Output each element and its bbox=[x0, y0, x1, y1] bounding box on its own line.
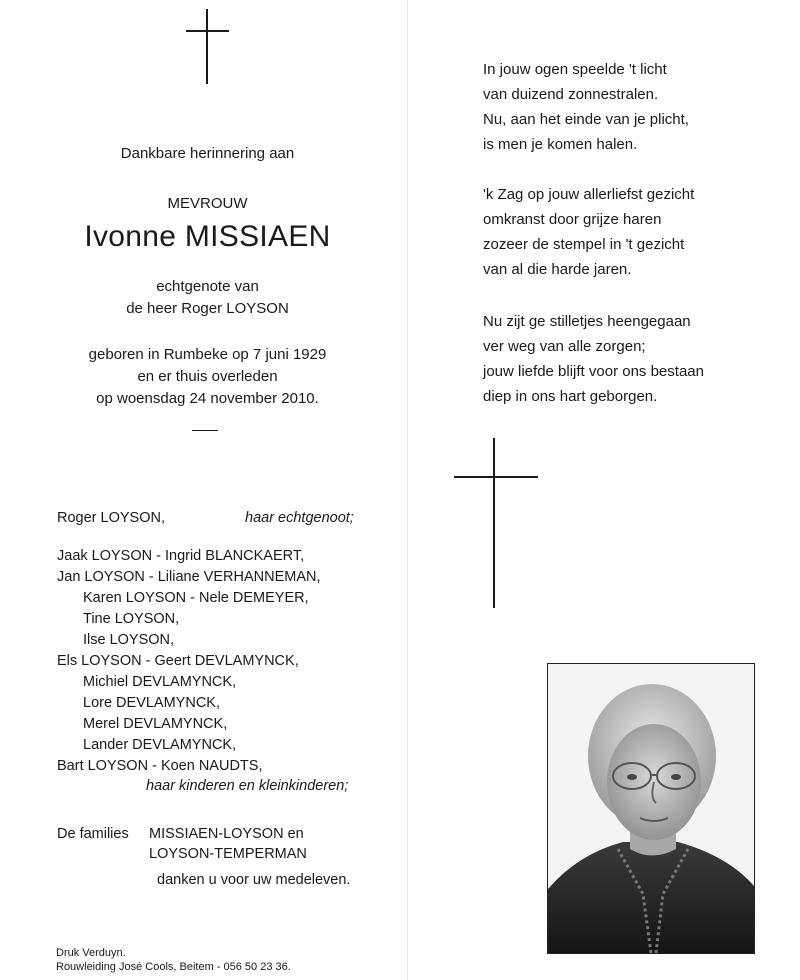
family-member: Ilse LOYSON, bbox=[83, 632, 175, 648]
funeral-director: Rouwleiding José Cools, Beitem - 056 50 23 36. bbox=[56, 961, 291, 973]
intro-text: Dankbare herinnering aan bbox=[120, 145, 295, 162]
poem-line: van al die harde jaren. bbox=[483, 261, 632, 278]
poem-line: van duizend zonnestralen. bbox=[483, 86, 659, 103]
fold-line bbox=[407, 0, 408, 980]
poem-line: 'k Zag op jouw allerliefst gezicht bbox=[483, 186, 695, 203]
portrait-photo bbox=[547, 663, 755, 954]
children-role: haar kinderen en kleinkinderen; bbox=[146, 778, 349, 794]
poem-line: zozeer de stempel in 't gezicht bbox=[483, 236, 685, 253]
poem-stanza-1 bbox=[483, 57, 689, 157]
poem-stanza-2 bbox=[483, 182, 694, 282]
poem-line: ver weg van alle zorgen; bbox=[483, 338, 646, 355]
family-member: Lander DEVLAMYNCK, bbox=[83, 737, 237, 753]
deceased-name: Ivonne MISSIAEN bbox=[84, 220, 331, 253]
family-member: Bart LOYSON - Koen NAUDTS, bbox=[57, 758, 263, 774]
thanks-line: danken u voor uw medeleven. bbox=[157, 872, 351, 888]
family-member: Karen LOYSON - Nele DEMEYER, bbox=[83, 590, 309, 606]
spouse-line-2: de heer Roger LOYSON bbox=[126, 300, 289, 317]
family-member: Merel DEVLAMYNCK, bbox=[83, 716, 228, 732]
salutation: MEVROUW bbox=[167, 195, 248, 212]
spouse-line-1: echtgenote van bbox=[156, 278, 259, 295]
family-spouse-role: haar echtgenoot; bbox=[245, 510, 354, 526]
family-member: Els LOYSON - Geert DEVLAMYNCK, bbox=[57, 653, 299, 669]
poem-line: In jouw ogen speelde 't licht bbox=[483, 61, 667, 78]
family-member: Michiel DEVLAMYNCK, bbox=[83, 674, 237, 690]
poem-line: omkranst door grijze haren bbox=[483, 211, 662, 228]
portrait-illustration bbox=[548, 664, 754, 953]
families-label: De families bbox=[57, 826, 129, 842]
died-line-1: en er thuis overleden bbox=[137, 368, 278, 385]
poem-stanza-3 bbox=[483, 309, 704, 409]
family-member: Jaak LOYSON - Ingrid BLANCKAERT, bbox=[57, 548, 305, 564]
family-member: Lore DEVLAMYNCK, bbox=[83, 695, 220, 711]
poem-line: jouw liefde blijft voor ons bestaan bbox=[483, 363, 704, 380]
family-spouse-name: Roger LOYSON, bbox=[57, 510, 165, 526]
poem-line: is men je komen halen. bbox=[483, 136, 638, 153]
printer-credit: Druk Verduyn. bbox=[56, 947, 126, 959]
family-member: Jan LOYSON - Liliane VERHANNEMAN, bbox=[57, 569, 321, 585]
family-member: Tine LOYSON, bbox=[83, 611, 180, 627]
families-line-1: MISSIAEN-LOYSON en bbox=[149, 826, 304, 842]
born-line: geboren in Rumbeke op 7 juni 1929 bbox=[88, 346, 327, 363]
died-line-2: op woensdag 24 november 2010. bbox=[96, 390, 319, 407]
poem-line: diep in ons hart geborgen. bbox=[483, 388, 658, 405]
poem-line: Nu zijt ge stilletjes heengegaan bbox=[483, 313, 691, 330]
families-line-2: LOYSON-TEMPERMAN bbox=[149, 846, 307, 862]
poem-line: Nu, aan het einde van je plicht, bbox=[483, 111, 689, 128]
divider-dash bbox=[192, 430, 218, 431]
